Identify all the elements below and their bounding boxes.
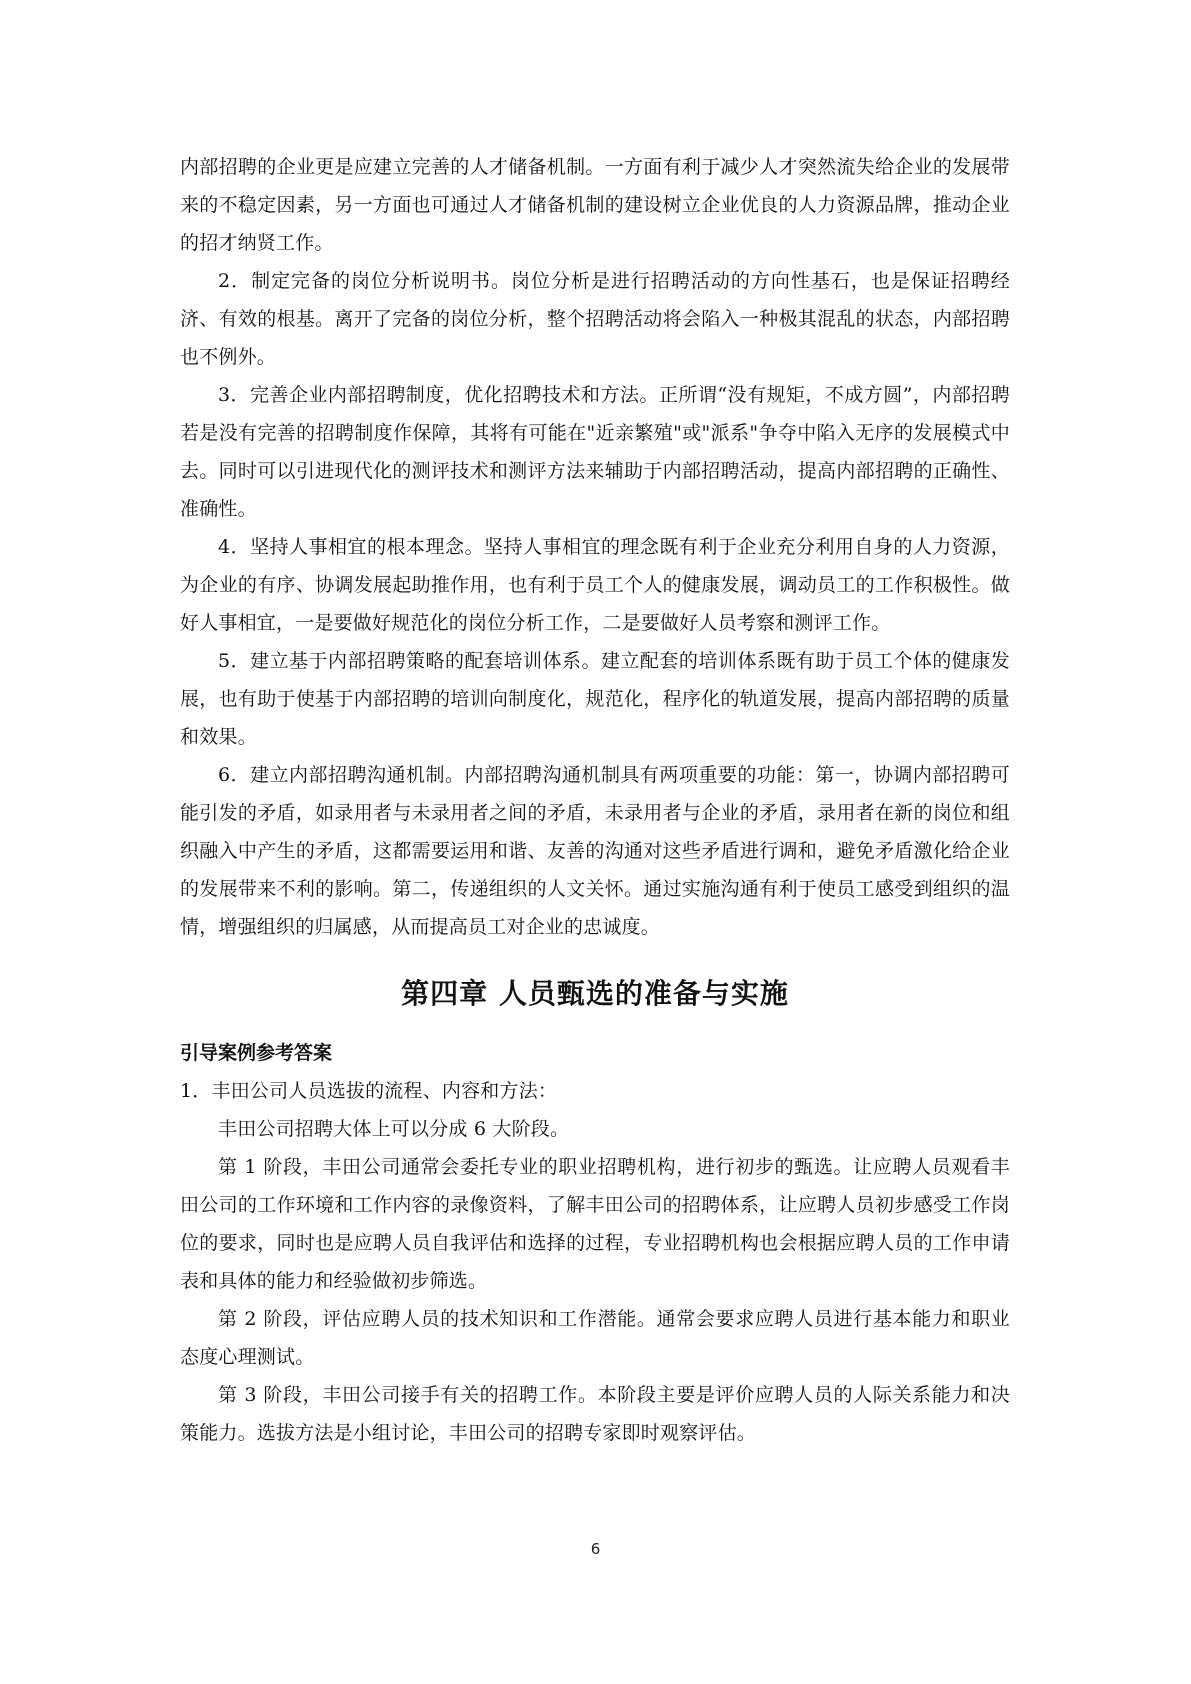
paragraph-continuation: 内部招聘的企业更是应建立完善的人才储备机制。一方面有利于减少人才突然流失给企业的发展带来的不稳定因素，另一方面也可通过人才储备机制的建设树立企业优良的人力资源品牌，推动企业的招才纳贤工作。 <box>180 156 1010 254</box>
question-1: 1．丰田公司人员选拔的流程、内容和方法： <box>180 1080 558 1102</box>
paragraph-item-3: 3．完善企业内部招聘制度，优化招聘技术和方法。正所谓“没有规矩，不成方圆”，内部招聘若是没有完善的招聘制度作保障，其将有可能在"近亲繁殖"或"派系"争夺中陷入无序的发展模式中去。同时可以引进现代化的测评技术和测评方法来辅助于内部招聘活动，提高内部招聘的正确性、准确性。 <box>180 384 1010 520</box>
paragraph-item-6: 6．建立内部招聘沟通机制。内部招聘沟通机制具有两项重要的功能：第一，协调内部招聘可能引发的矛盾，如录用者与未录用者之间的矛盾，未录用者与企业的矛盾，录用者在新的岗位和组织融入中产生的矛盾，这都需要运用和谐、友善的沟通对这些矛盾进行调和，避免矛盾激化给企业的发展带来不利的影响。第二，传递组织的人文关怀。通过实施沟通有利于使员工感受到组织的温情，增强组织的归属感，从而提高员工对企业的忠诚度。 <box>180 764 1010 938</box>
paragraph-stage-2: 第 2 阶段，评估应聘人员的技术知识和工作潜能。通常会要求应聘人员进行基本能力和职业态度心理测试。 <box>180 1308 1010 1368</box>
page-content <box>180 148 1010 1452</box>
paragraph-item-4: 4．坚持人事相宜的根本理念。坚持人事相宜的理念既有利于企业充分利用自身的人力资源，为企业的有序、协调发展起助推作用，也有利于员工个人的健康发展，调动员工的工作积极性。做好人事相宜，一是要做好规范化的岗位分析工作，二是要做好人员考察和测评工作。 <box>180 536 1010 634</box>
paragraph-stage-1: 第 1 阶段，丰田公司通常会委托专业的职业招聘机构，进行初步的甄选。让应聘人员观看丰田公司的工作环境和工作内容的录像资料，了解丰田公司的招聘体系，让应聘人员初步感受工作岗位的要求，同时也是应聘人员自我评估和选择的过程，专业招聘机构也会根据应聘人员的工作申请表和具体的能力和经验做初步筛选。 <box>180 1156 1010 1292</box>
paragraph-item-5: 5．建立基于内部招聘策略的配套培训体系。建立配套的培训体系既有助于员工个体的健康发展，也有助于使基于内部招聘的培训向制度化，规范化，程序化的轨道发展，提高内部招聘的质量和效果。 <box>180 650 1010 748</box>
paragraph-item-2: 2．制定完备的岗位分析说明书。岗位分析是进行招聘活动的方向性基石，也是保证招聘经济、有效的根基。离开了完备的岗位分析，整个招聘活动将会陷入一种极其混乱的状态，内部招聘也不例外。 <box>180 270 1010 368</box>
page-number: 6 <box>590 1540 601 1558</box>
paragraph-stages-intro: 丰田公司招聘大体上可以分成 6 大阶段。 <box>218 1118 570 1140</box>
chapter-title: 第四章 人员甄选的准备与实施 <box>401 977 789 1010</box>
paragraph-stage-3: 第 3 阶段，丰田公司接手有关的招聘工作。本阶段主要是评价应聘人员的人际关系能力和决策能力。选拔方法是小组讨论，丰田公司的招聘专家即时观察评估。 <box>180 1384 1010 1444</box>
section-heading: 引导案例参考答案 <box>180 1042 333 1064</box>
